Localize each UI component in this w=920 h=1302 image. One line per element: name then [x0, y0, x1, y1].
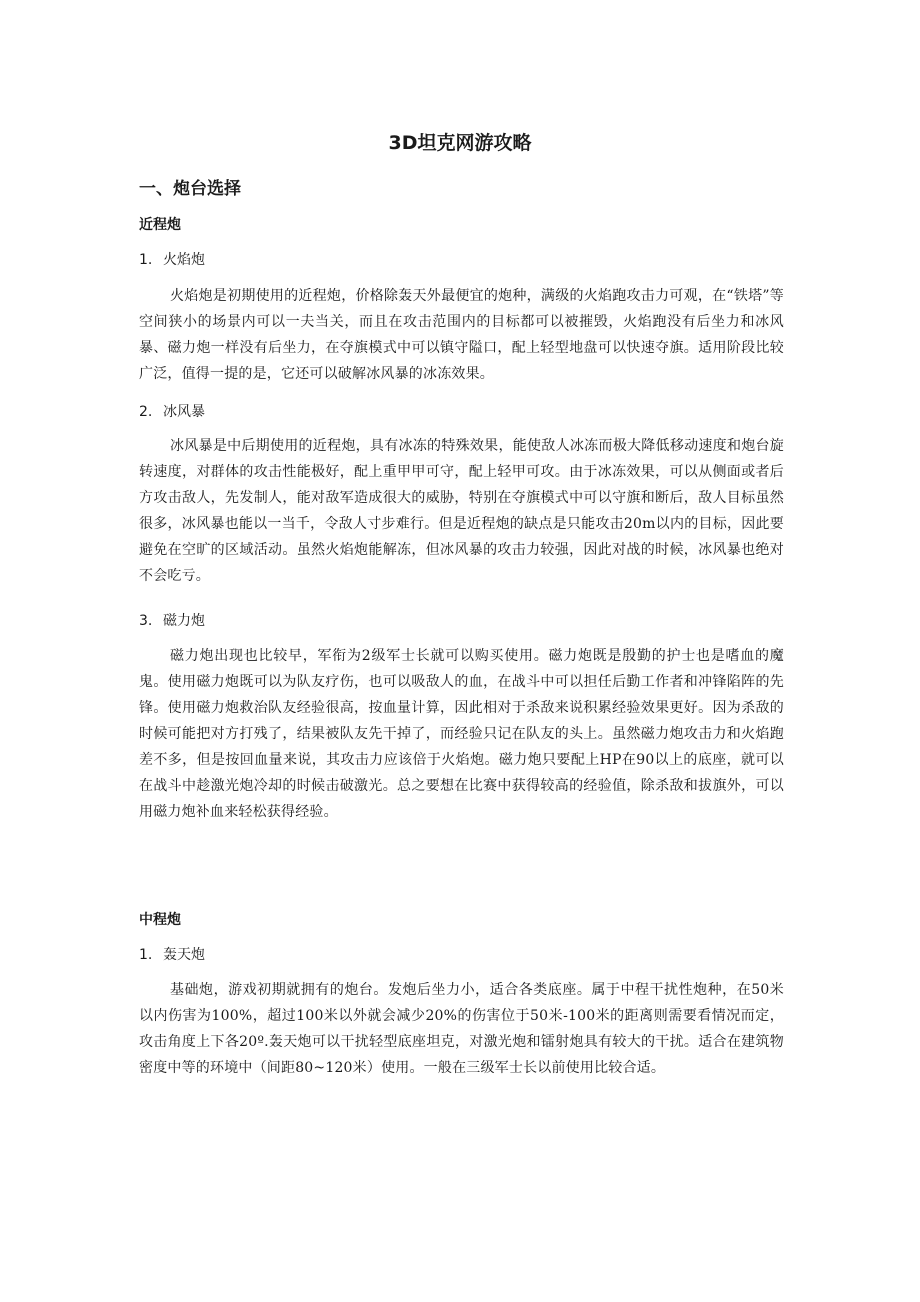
- paragraph-flamethrower: 火焰炮是初期使用的近程炮，价格除轰天外最便宜的炮种，满级的火焰跑攻击力可观，在“铁塔”等空间狭小的场景内可以一夫当关，而且在攻击范围内的目标都可以被摧毁，火焰跑没有后坐力和冰风暴、磁力炮一样没有后坐力，在夺旗模式中可以镇守隘口，配上轻型地盘可以快速夺旗。适用阶段比较广泛，值得一提的是，它还可以破解冰风暴的冰冻效果。: [139, 288, 784, 382]
- paragraph-magnetic: 磁力炮出现也比较早，军衔为2级军士长就可以购买使用。磁力炮既是殷勤的护士也是嗜血的魔鬼。使用磁力炮既可以为队友疗伤，也可以吸敌人的血，在战斗中可以担任后勤工作者和冲锋陷阵的先锋。使用磁力炮救治队友经验很高，按血量计算，因此相对于杀敌来说积累经验效果更好。因为杀敌的时候可能把对方打残了，结果被队友先干掉了，而经验只记在队友的头上。虽然磁力炮攻击力和火焰跑差不多，但是按回血量来说，其攻击力应该倍于火焰炮。磁力炮只要配上HP在90以上的底座，就可以在战斗中趁激光炮冷却的时候击破激光。总之要想在比赛中获得较高的经验值，除杀敌和拔旗外，可以用磁力炮补血来轻松获得经验。: [139, 648, 784, 820]
- subsection-heading-short-range: 近程炮: [139, 217, 181, 233]
- section-heading-turret-selection: 一、炮台选择: [139, 179, 241, 199]
- item-number: 3.: [139, 613, 153, 629]
- item-name: 轰天炮: [163, 947, 205, 963]
- item-number: 1.: [139, 252, 153, 268]
- item-number: 2.: [139, 404, 153, 420]
- item-heading-flamethrower: [139, 250, 205, 270]
- item-name: 火焰炮: [163, 252, 205, 268]
- subsection-heading-mid-range: 中程炮: [139, 912, 181, 928]
- item-heading-magnetic: [139, 611, 205, 631]
- item-heading-cannon: [139, 945, 205, 965]
- item-name: 磁力炮: [163, 613, 205, 629]
- paragraph-cannon: 基础炮，游戏初期就拥有的炮台。发炮后坐力小，适合各类底座。属于中程干扰性炮种，在50米以内伤害为100%，超过100米以外就会减少20%的伤害位于50米-100米的距离则需要看情况而定，攻击角度上下各20º.轰天炮可以干扰轻型底座坦克，对激光炮和镭射炮具有较大的干扰。适合在建筑物密度中等的环境中（间距80~120米）使用。一般在三级军士长以前使用比较合适。: [139, 982, 784, 1076]
- item-heading-freeze: [139, 402, 205, 422]
- document-title: 3D坦克网游攻略: [388, 132, 532, 154]
- paragraph-freeze: 冰风暴是中后期使用的近程炮，具有冰冻的特殊效果，能使敌人冰冻而极大降低移动速度和炮台旋转速度，对群体的攻击性能极好，配上重甲甲可守，配上轻甲可攻。由于冰冻效果，可以从侧面或者后方攻击敌人，先发制人，能对敌军造成很大的威胁，特别在夺旗模式中可以守旗和断后，敌人目标虽然很多，冰风暴也能以一当千，令敌人寸步难行。但是近程炮的缺点是只能攻击20m以内的目标，因此要避免在空旷的区域活动。虽然火焰炮能解冻，但冰风暴的攻击力较强，因此对战的时候，冰风暴也绝对不会吃亏。: [139, 438, 784, 584]
- item-name: 冰风暴: [163, 404, 205, 420]
- item-number: 1.: [139, 947, 153, 963]
